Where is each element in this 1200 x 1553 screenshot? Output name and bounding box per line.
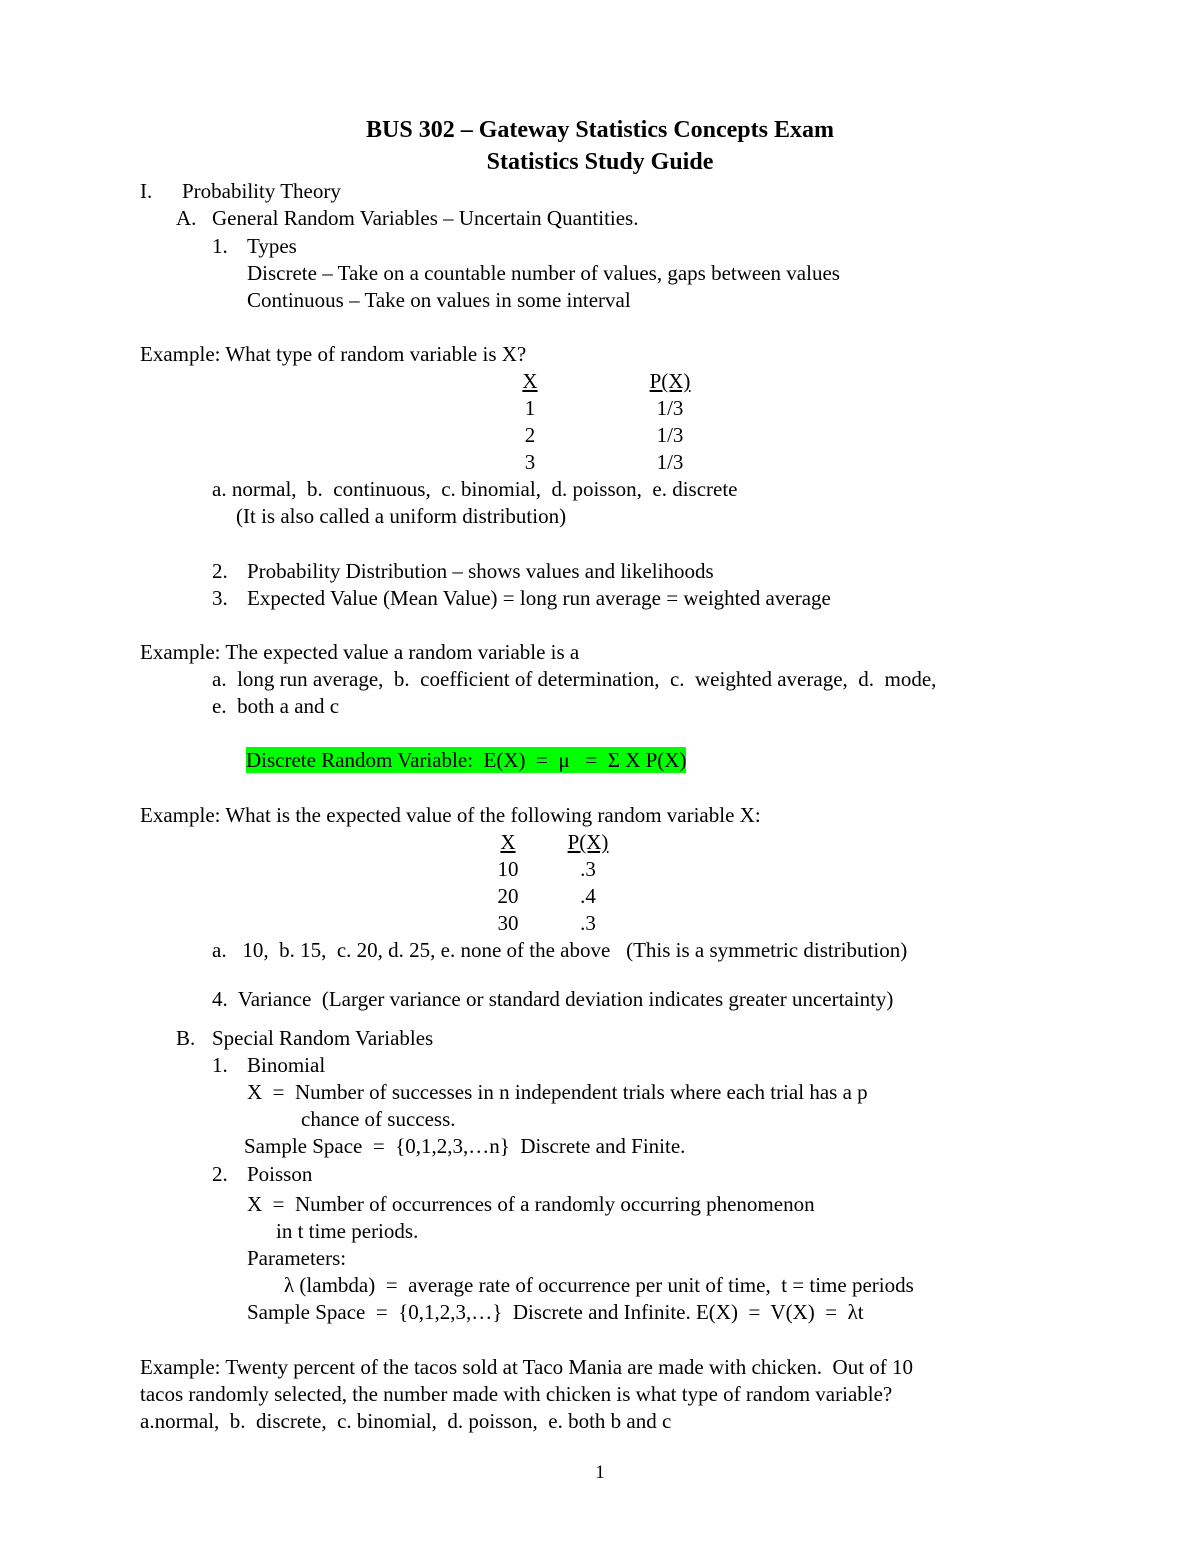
example-question: Example: What is the expected value of the following random variable X:	[140, 803, 761, 827]
table-cell: .4	[580, 884, 596, 908]
sample-space-text: Sample Space = {0,1,2,3,…} Discrete and Infinite. E(X) = V(X) = λt	[247, 1300, 864, 1324]
table-header-p: P(X)	[567, 830, 609, 854]
list-item-text: Probability Distribution – shows values and likelihoods	[247, 559, 714, 583]
sample-space-text: Sample Space = {0,1,2,3,…n} Discrete and Finite.	[244, 1134, 686, 1158]
list-item-heading: Types	[247, 234, 297, 258]
list-item-heading: Binomial	[247, 1053, 326, 1077]
list-marker: 3.	[212, 586, 228, 610]
subsection-heading: Special Random Variables	[212, 1026, 434, 1050]
definition-text: in t time periods.	[276, 1219, 419, 1243]
table-header-x: X	[500, 830, 516, 854]
definition-text: chance of success.	[301, 1107, 456, 1131]
parameters-label: Parameters:	[247, 1246, 347, 1270]
list-marker: 1.	[212, 1053, 228, 1077]
parameter-text: λ (lambda) = average rate of occurrence per unit of time, t = time periods	[284, 1273, 914, 1297]
list-item-text: Expected Value (Mean Value) = long run average = weighted average	[247, 586, 831, 610]
example-question: Example: What type of random variable is X?	[140, 342, 527, 366]
definition-text: Discrete – Take on a countable number of values, gaps between values	[247, 261, 840, 285]
page-title-line-1: BUS 302 – Gateway Statistics Concepts Exam	[366, 117, 834, 143]
table-cell: .3	[580, 857, 596, 881]
answer-options: a. normal, b. continuous, c. binomial, d. poisson, e. discrete	[212, 477, 738, 501]
table-cell: 1	[524, 396, 536, 420]
page-number: 1	[595, 1462, 605, 1483]
definition-text: X = Number of successes in n independent trials where each trial has a p	[247, 1080, 868, 1104]
answer-options: a.normal, b. discrete, c. binomial, d. poisson, e. both b and c	[140, 1409, 672, 1433]
table-cell: 10	[497, 857, 519, 881]
table-cell: .3	[580, 911, 596, 935]
answer-note: (It is also called a uniform distribution)	[236, 504, 567, 528]
answer-options: a. long run average, b. coefficient of determination, c. weighted average, d. mode,	[212, 667, 937, 691]
table-header-x: X	[522, 369, 538, 393]
answer-options: a. 10, b. 15, c. 20, d. 25, e. none of the above (This is a symmetric distribution)	[212, 938, 908, 962]
definition-text: Continuous – Take on values in some interval	[247, 288, 631, 312]
list-marker: 2.	[212, 559, 228, 583]
table-cell: 30	[497, 911, 519, 935]
table-cell: 1/3	[656, 450, 684, 474]
subsection-marker: A.	[176, 206, 197, 230]
section-heading: Probability Theory	[182, 179, 341, 203]
example-question: Example: Twenty percent of the tacos sold at Taco Mania are made with chicken. Out of 10	[140, 1355, 914, 1379]
page-title-line-2: Statistics Study Guide	[486, 149, 714, 175]
answer-options: e. both a and c	[212, 694, 340, 718]
highlighted-formula: Discrete Random Variable: E(X) = μ = Σ X P(X)	[246, 748, 687, 772]
table-header-p: P(X)	[649, 369, 691, 393]
example-question: Example: The expected value a random variable is a	[140, 640, 580, 664]
list-marker: 1.	[212, 234, 228, 258]
table-cell: 2	[524, 423, 536, 447]
table-cell: 1/3	[656, 423, 684, 447]
section-marker: I.	[140, 179, 153, 203]
list-item-text: 4. Variance (Larger variance or standard deviation indicates greater uncertainty)	[212, 987, 894, 1011]
table-cell: 3	[524, 450, 536, 474]
list-item-heading: Poisson	[247, 1162, 313, 1186]
definition-text: X = Number of occurrences of a randomly occurring phenomenon	[247, 1192, 815, 1216]
list-marker: 2.	[212, 1162, 228, 1186]
subsection-heading: General Random Variables – Uncertain Quantities.	[212, 206, 639, 230]
example-question: tacos randomly selected, the number made with chicken is what type of random variable?	[140, 1382, 893, 1406]
subsection-marker: B.	[176, 1026, 196, 1050]
table-cell: 1/3	[656, 396, 684, 420]
table-cell: 20	[497, 884, 519, 908]
